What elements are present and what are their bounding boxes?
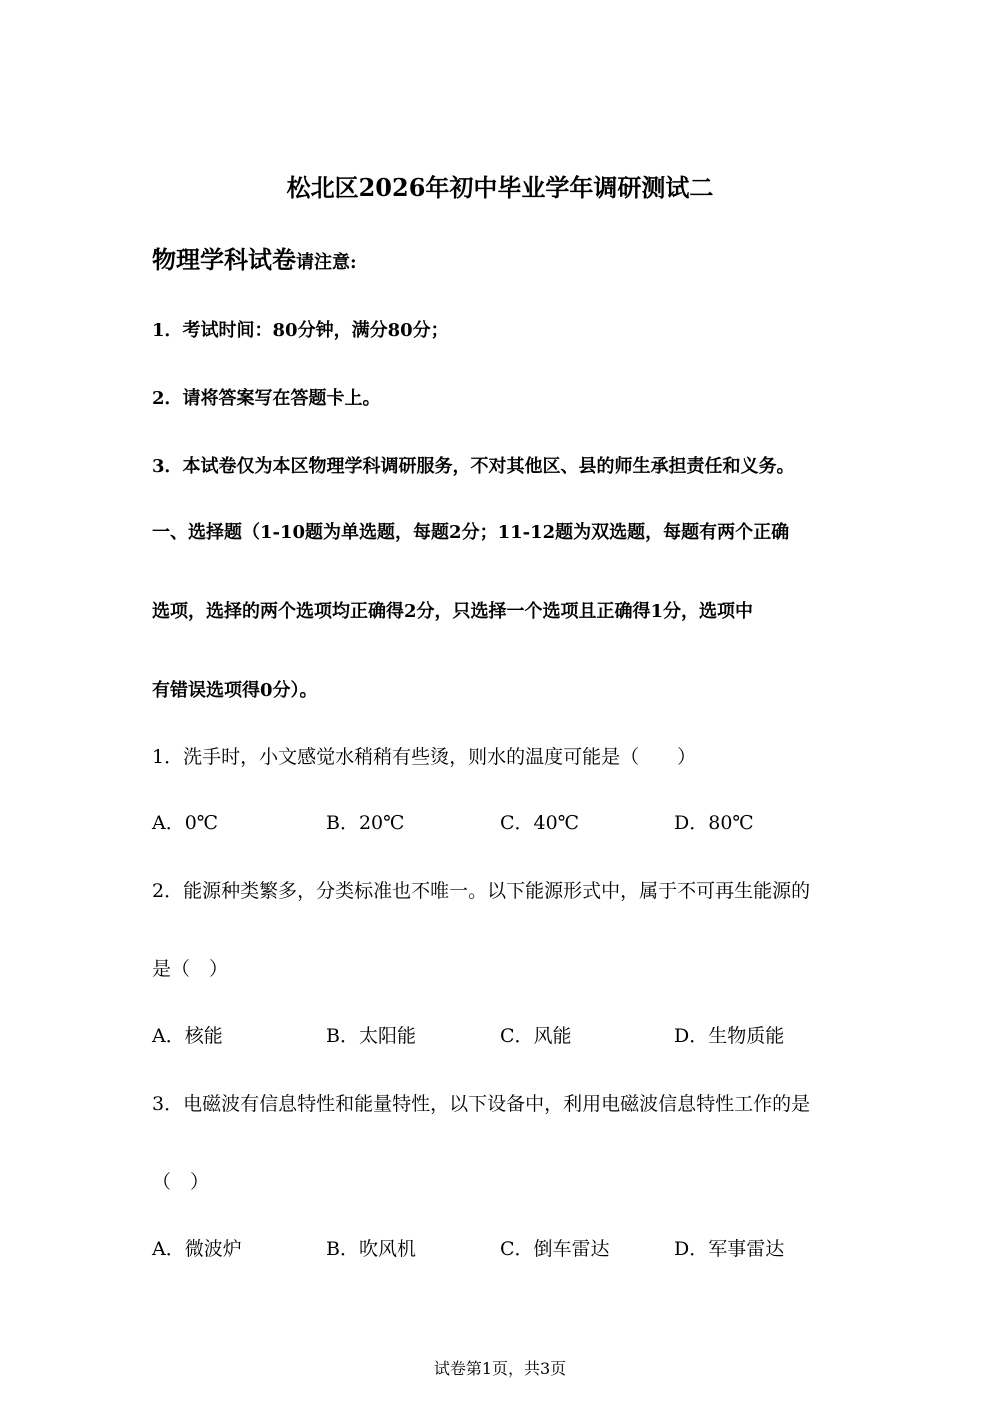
option-d: D．80℃ — [674, 812, 754, 834]
notice-item: 2．请将答案写在答题卡上。 — [152, 388, 381, 409]
section-instructions-line: 选项，选择的两个选项均正确得2分，只选择一个选项且正确得1分，选项中 — [152, 601, 754, 622]
question-1-stem: 1．洗手时，小文感觉水稍稍有些烫，则水的温度可能是（ ） — [152, 746, 697, 768]
question-3-stem: 3．电磁波有信息特性和能量特性，以下设备中，利用电磁波信息特性工作的是 — [152, 1093, 811, 1115]
option-b: B．20℃ — [326, 812, 405, 834]
section-instructions-line: 有错误选项得0分）。 — [152, 680, 318, 701]
option-c: C．40℃ — [500, 812, 579, 834]
question-3-stem: （ ） — [152, 1171, 210, 1193]
option-c: C．风能 — [500, 1025, 572, 1047]
option-a: A．微波炉 — [152, 1238, 242, 1260]
option-d: D．生物质能 — [674, 1025, 785, 1047]
section-instructions-line: 一、选择题（1-10题为单选题，每题2分；11-12题为双选题，每题有两个正确 — [152, 522, 790, 543]
notice-item: 1．考试时间：80分钟，满分80分； — [152, 320, 449, 341]
option-a: A．0℃ — [152, 812, 219, 834]
option-c: C．倒车雷达 — [500, 1238, 610, 1260]
option-b: B．吹风机 — [326, 1238, 416, 1260]
option-a: A．核能 — [152, 1025, 223, 1047]
question-2-stem: 2．能源种类繁多，分类标准也不唯一。以下能源形式中，属于不可再生能源的 — [152, 880, 811, 902]
page-footer: 试卷第1页，共3页 — [433, 1359, 567, 1378]
notice-item: 3．本试卷仅为本区物理学科调研服务，不对其他区、县的师生承担责任和义务。 — [152, 456, 795, 477]
subject-line — [152, 240, 357, 275]
notice-label: 请注意: — [296, 252, 357, 273]
exam-title: 松北区2026年初中毕业学年调研测试二 — [286, 173, 714, 202]
subject-name: 物理学科试卷 — [152, 245, 296, 274]
option-b: B．太阳能 — [326, 1025, 416, 1047]
question-2-stem: 是（ ） — [152, 958, 229, 980]
option-d: D．军事雷达 — [674, 1238, 785, 1260]
